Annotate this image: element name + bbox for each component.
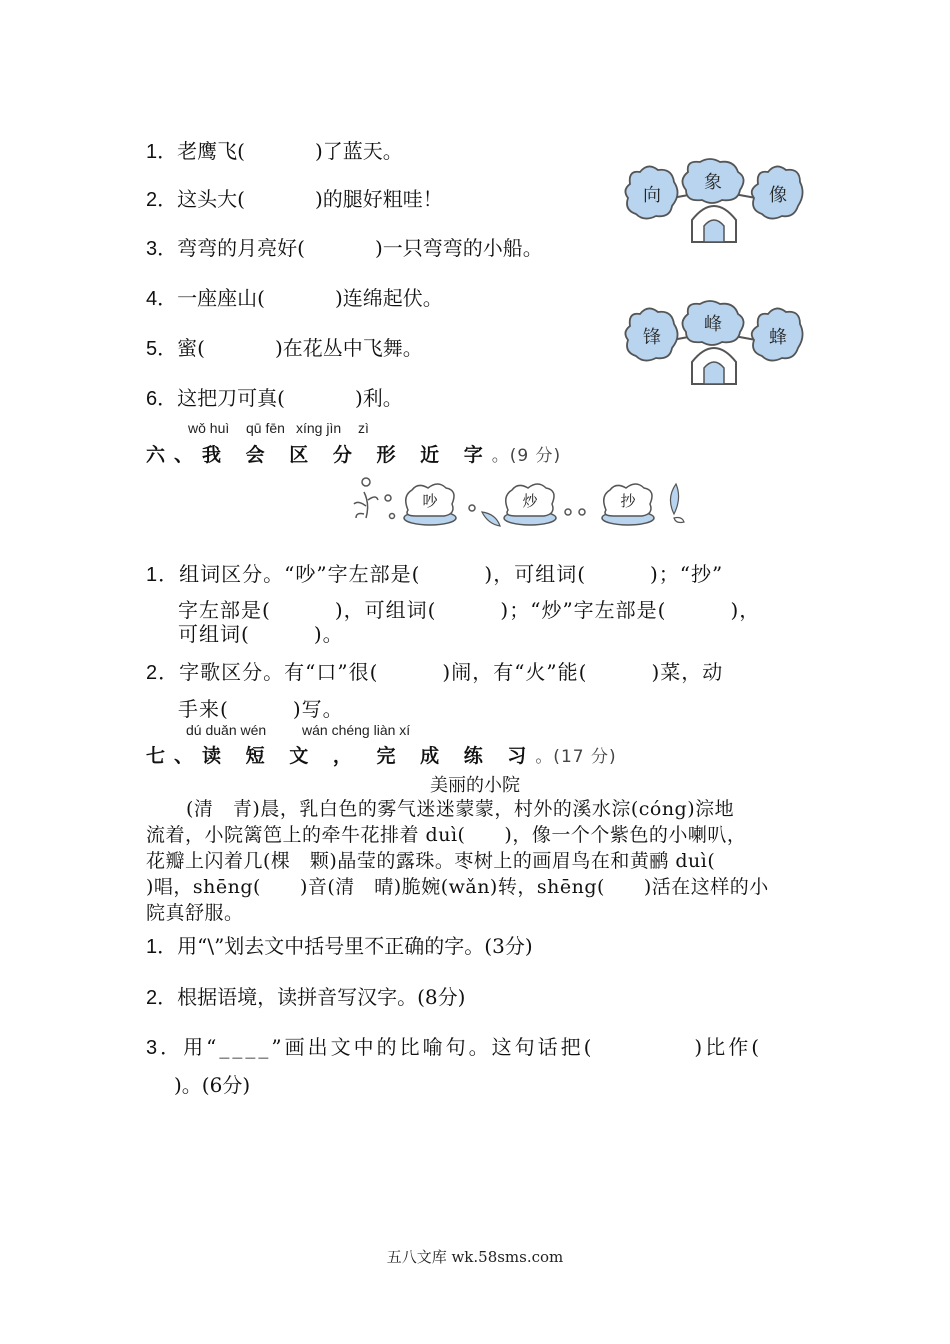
flower-char-chao-copy: 抄 [620, 492, 636, 510]
passage-line-1: (清 青)晨，乳白色的雾气迷迷蒙蒙，村外的溪水淙(cóng)淙地 [186, 798, 735, 820]
bubble-icon [565, 509, 571, 515]
passage-line-2: 流着，小院篱笆上的牵牛花排着 duì( )，像一个个紫色的小喇叭， [146, 824, 747, 846]
plant-sprig-icon [354, 492, 378, 518]
s7-question-3-line-2: )。(6分) [174, 1073, 251, 1097]
word-tree-1-illustration [622, 158, 804, 244]
pinyin-wo-hui: wǒ huì [188, 420, 230, 436]
bubble-icon [385, 495, 391, 501]
bubble-icon [390, 514, 395, 519]
pinyin-xing-jin: xíng jìn [296, 420, 342, 436]
underline-sample: ____ [219, 1035, 272, 1059]
flower-char-chao-noisy: 吵 [422, 492, 438, 510]
s5-question-2: 2．这头大( )的腿好粗哇！ [146, 187, 443, 211]
tree-1-top-char: 象 [704, 172, 722, 193]
pinyin-zi: zì [358, 420, 369, 436]
tree-door [704, 362, 724, 384]
passage-body [146, 796, 812, 926]
passage-title: 美丽的小院 [430, 775, 520, 796]
tree-2-right-char: 蜂 [769, 327, 787, 348]
passage-line-3: 花瓣上闪着几(棵 颗)晶莹的露珠。枣树上的画眉鸟在和黄鹂 duì( [146, 850, 716, 872]
bubble-icon [362, 478, 370, 486]
leaf-icon [482, 512, 500, 526]
s6-question-2-line-2: 手来( )写。 [178, 697, 344, 721]
pinyin-wan-cheng-lian-xi: wán chéng liàn xí [302, 722, 411, 738]
passage-line-5: 院真舒服。 [146, 902, 244, 924]
s5-question-3: 3．弯弯的月亮好( )一只弯弯的小船。 [146, 236, 543, 260]
s6-question-1-line-2: 字左部是( )，可组词( )；“炒”字左部是( )， [178, 598, 761, 622]
bubble-icon [469, 505, 475, 511]
bubble-icon [579, 509, 585, 515]
section-6-heading: 六、我 会 区 分 形 近 字。(9 分) [146, 444, 562, 466]
s5-question-1: 1．老鹰飞( )了蓝天。 [146, 139, 403, 163]
section-7-heading: 七、读 短 文 ， 完 成 练 习。(17 分) [146, 745, 617, 767]
flower-char-chao-fry: 炒 [522, 492, 538, 510]
tree-2-top-char: 峰 [704, 314, 722, 335]
s7-question-1: 1．用“\”划去文中括号里不正确的字。(3分) [146, 934, 533, 958]
s7-question-3-line-1: 3．用“____”画出文中的比喻句。这句话把( )比作( [146, 1035, 762, 1059]
tree-1-left-char: 向 [643, 185, 661, 206]
pinyin-qu-fen: qū fēn [246, 420, 285, 436]
lotus-flowers-illustration [352, 474, 692, 530]
shell-icon [674, 518, 684, 523]
s5-question-5: 5．蜜( )在花丛中飞舞。 [146, 336, 423, 360]
word-tree-2-illustration [622, 300, 804, 386]
section-7-score: 。(17 分) [535, 747, 617, 767]
section-6-score: 。(9 分) [491, 446, 562, 466]
s6-question-1-line-1: 1．组词区分。“吵”字左部是( )，可组词( )；“抄” [146, 562, 724, 586]
s6-question-2-line-1: 2．字歌区分。有“口”很( )闹，有“火”能( )菜，动 [146, 660, 724, 684]
s7-question-2: 2．根据语境，读拼音写汉字。(8分) [146, 985, 466, 1009]
reed-icon [670, 484, 678, 514]
footer-watermark: 五八文库 wk.58sms.com [386, 1248, 564, 1266]
tree-2-left-char: 锋 [643, 327, 661, 348]
s6-question-1-line-3: 可组词( )。 [178, 622, 344, 646]
tree-door [704, 220, 724, 242]
s5-question-4: 4．一座座山( )连绵起伏。 [146, 286, 443, 310]
tree-1-right-char: 像 [769, 185, 787, 206]
pinyin-du-duan-wen: dú duǎn wén [186, 722, 267, 738]
s5-question-6: 6．这把刀可真( )利。 [146, 386, 403, 410]
passage-line-4: )唱，shēng( )音(清 晴)脆婉(wǎn)转，shēng( )活在这样的小 [146, 876, 769, 898]
